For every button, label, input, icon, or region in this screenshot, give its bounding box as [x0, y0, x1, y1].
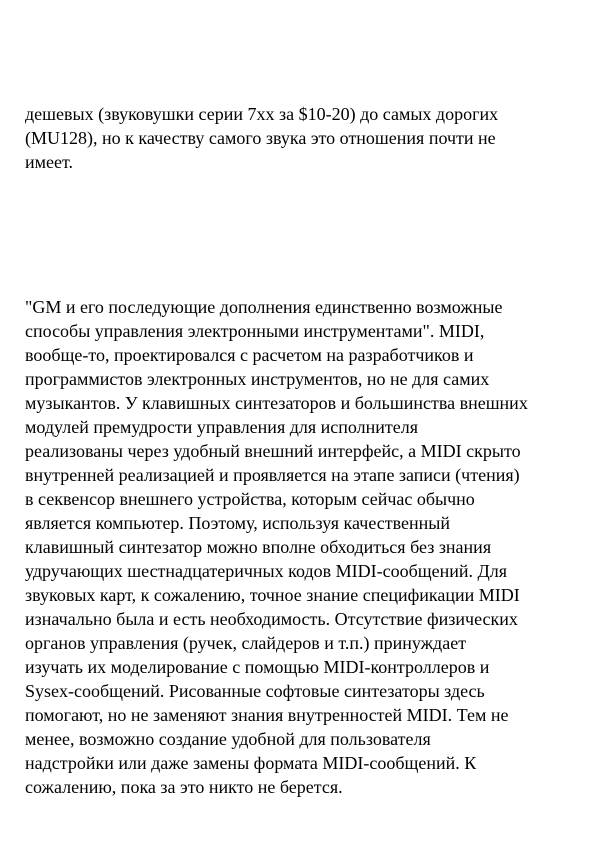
- text-line: органов управления (ручек, слайдеров и т.п.) принуждает: [25, 633, 467, 653]
- text-line: менее, возможно создание удобной для пользователя: [25, 729, 431, 749]
- text-line: вообще-то, проектировался с расчетом на разработчиков и: [25, 345, 474, 365]
- text-line: (MU128), но к качеству самого звука это отношения почти не: [25, 128, 496, 148]
- text-line: модулей премудрости управления для исполнителя: [25, 417, 419, 437]
- text-line: дешевых (звуковушки серии 7хх за $10-20) до самых дорогих: [25, 104, 499, 124]
- text-line: изначально была и есть необходимость. Отсутствие физических: [25, 609, 518, 629]
- text-line: в секвенсор внешнего устройства, которым сейчас обычно: [25, 489, 475, 509]
- text-line: музыкантов. У клавишных синтезаторов и большинства внешних: [25, 393, 528, 413]
- text-line: имеет.: [25, 152, 74, 172]
- text-line: внутренней реализацией и проявляется на этапе записи (чтения): [25, 465, 520, 485]
- text-line: клавишный синтезатор можно вполне обходиться без знания: [25, 537, 492, 557]
- text-line: реализованы через удобный внешний интерфейс, а MIDI скрыто: [25, 441, 521, 461]
- text-line: звуковых карт, к сожалению, точное знание спецификации MIDI: [25, 585, 520, 605]
- text-line: сожалению, пока за это никто не берется.: [25, 777, 343, 797]
- text-line: способы управления электронными инструментами". MIDI,: [25, 321, 485, 341]
- text-line: удручающих шестнадцатеричных кодов MIDI-сообщений. Для: [25, 561, 508, 581]
- text-line: является компьютер. Поэтому, используя качественный: [25, 513, 450, 533]
- text-line: Sysex-сообщений. Рисованные софтовые синтезаторы здесь: [25, 681, 485, 701]
- text-line: изучать их моделирование с помощью MIDI-контроллеров и: [25, 657, 490, 677]
- text-line: надстройки или даже замены формата MIDI-сообщений. К: [25, 753, 477, 773]
- text-line: "GM и его последующие дополнения единственно возможные: [25, 297, 503, 317]
- text-line: помогают, но не заменяют знания внутренностей MIDI. Тем не: [25, 705, 509, 725]
- text-line: программистов электронных инструментов, но не для самих: [25, 369, 490, 389]
